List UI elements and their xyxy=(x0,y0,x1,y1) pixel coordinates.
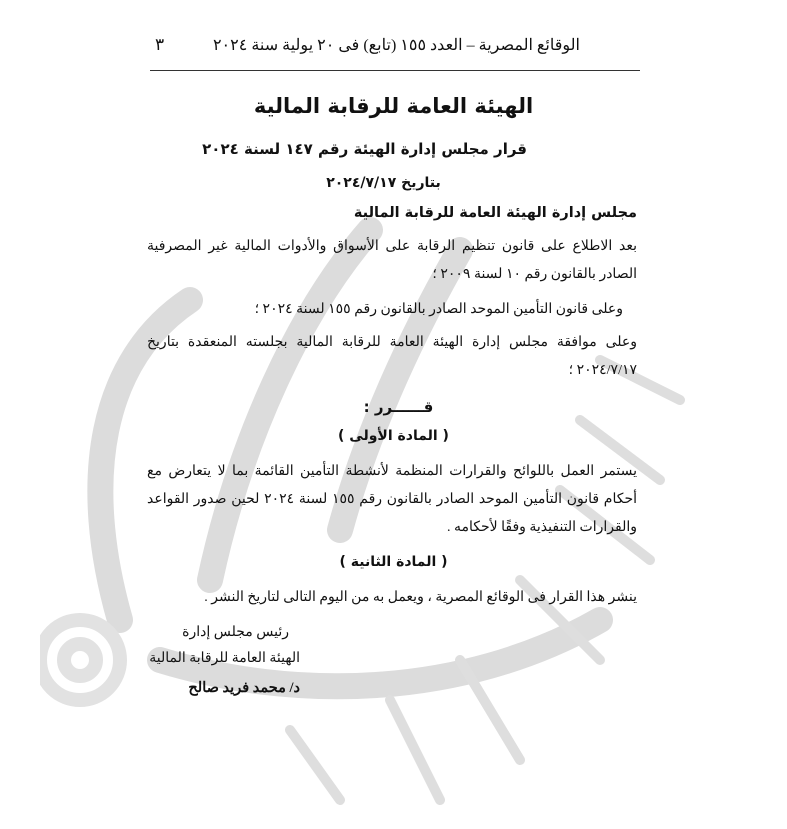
decided-heading: قــــــرر : xyxy=(363,398,434,416)
preamble-clause-2: وعلى قانون التأمين الموحد الصادر بالقانون رقم ١٥٥ لسنة ٢٠٢٤ ؛ xyxy=(254,302,623,317)
decree-title: قرار مجلس إدارة الهيئة رقم ١٤٧ لسنة ٢٠٢٤ xyxy=(202,140,527,158)
article-2-heading: ( المادة الثانية ) xyxy=(339,554,448,570)
article-2-text: ينشر هذا القرار فى الوقائع المصرية ، ويعمل به من اليوم التالى لتاريخ النشر . xyxy=(204,590,637,605)
running-title: الوقائع المصرية – العدد ١٥٥ (تابع) فى ٢٠ يولية سنة ٢٠٢٤ xyxy=(212,37,580,54)
article-1-heading: ( المادة الأولى ) xyxy=(338,428,449,444)
running-header xyxy=(155,35,580,55)
authority-title: الهيئة العامة للرقابة المالية xyxy=(253,94,534,118)
preamble-clause-1: بعد الاطلاع على قانون تنظيم الرقابة على الأسواق والأدوات المالية غير المصرفية الصادر بالقانون رقم ١٠ لسنة ٢٠٠٩ ؛ xyxy=(147,239,637,282)
signatory-name: د/ محمد فريد صالح xyxy=(188,680,300,696)
signature-title-line-1: رئيس مجلس إدارة xyxy=(182,625,289,640)
signature-title-line-2: الهيئة العامة للرقابة المالية xyxy=(149,651,300,666)
preamble-clause-3: وعلى موافقة مجلس إدارة الهيئة العامة للرقابة المالية بجلسته المنعقدة بتاريخ ٢٠٢٤/٧/١٧ ؛ xyxy=(147,335,637,378)
article-1-text: يستمر العمل باللوائح والقرارات المنظمة لأنشطة التأمين القائمة بما لا يتعارض مع أحكام قانون التأمين الموحد الصادر بالقانون رقم ١٥٥ لسنة ٢٠٢٤ لحين صدور القواعد والقرارات التنفيذية وفقًا لأحكامه . xyxy=(147,464,637,535)
decree-date: بتاريخ ٢٠٢٤/٧/١٧ xyxy=(326,175,441,191)
page-number: ٣ xyxy=(155,35,165,54)
header-rule xyxy=(150,70,640,71)
council-heading: مجلس إدارة الهيئة العامة للرقابة المالية xyxy=(353,205,637,221)
